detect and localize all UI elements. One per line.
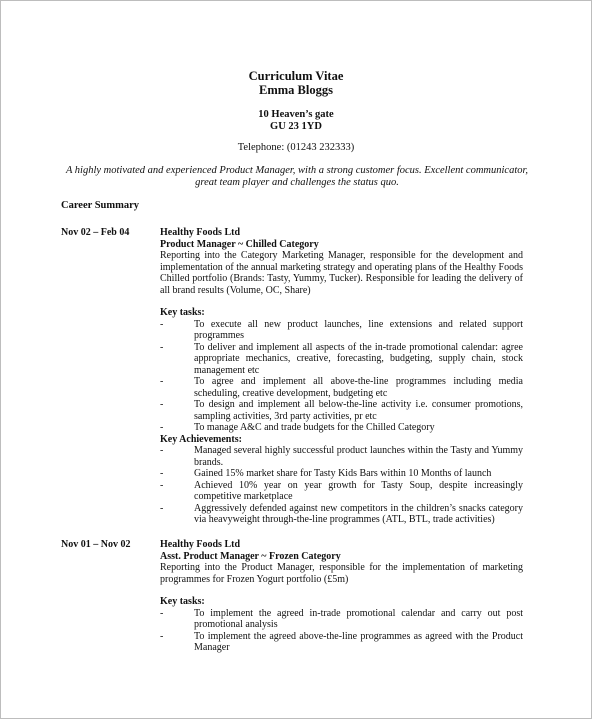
job-details — [160, 539, 523, 654]
list-item: - To implement the agreed in-trade promotional calendar and carry out post promotional analysis — [160, 607, 523, 630]
key-achievements-list — [160, 445, 523, 526]
bullet-dash: - — [160, 399, 164, 410]
job-company: Healthy Foods Ltd — [160, 539, 241, 550]
key-tasks-list — [160, 608, 523, 654]
job-role: Asst. Product Manager ~ Frozen Category — [160, 550, 341, 562]
job-description: Reporting into the Product Manager, responsible for the implementation of marketing programmes for Frozen Yogurt portfolio (£5m) — [160, 562, 523, 585]
job-dates: Nov 01 – Nov 02 — [61, 539, 131, 550]
candidate-name: Emma Bloggs — [259, 83, 333, 97]
bullet-dash: - — [160, 422, 164, 433]
bullet-dash: - — [160, 376, 164, 387]
job-description: Reporting into the Category Marketing Manager, responsible for the development and implementation of the annual marketing strategy and operating plans of the Healthy Foods Chilled portfolio (Brands: Tasty, Yummy, Tucker). Responsible for leading the delivery of all brand results (Volume, OC, Share) — [160, 250, 523, 296]
bullet-dash: - — [160, 445, 164, 456]
key-tasks-heading: Key tasks: — [160, 596, 205, 607]
list-item: - Aggressively defended against new competitors in the children’s snacks category via heavyweight through-the-line programmes (ATL, BTL, trade activities) — [160, 502, 523, 525]
list-item: - Managed several highly successful product launches within the Tasty and Yummy brands. — [160, 445, 523, 468]
list-item: - To execute all new product launches, line extensions and related support programmes — [160, 318, 523, 341]
address-line-1: 10 Heaven’s gate — [258, 109, 334, 120]
list-item: - To manage A&C and trade budgets for the Chilled Category — [160, 422, 435, 433]
list-item: - To design and implement all below-the-line activity i.e. consumer promotions, sampling activities, 3rd party activities, pr etc — [160, 399, 523, 422]
bullet-dash: - — [160, 341, 164, 353]
career-summary-heading: Career Summary — [61, 200, 140, 211]
bullet-dash: - — [160, 468, 164, 479]
job-details — [160, 227, 523, 526]
document-title: Curriculum Vitae — [248, 69, 344, 83]
bullet-dash: - — [160, 607, 164, 619]
address-line-2: GU 23 1YD — [270, 121, 322, 132]
job-company: Healthy Foods Ltd — [160, 227, 241, 238]
list-item: - To deliver and implement all aspects of the in-trade promotional calendar: agree appropriate mechanics, creative, forecasting, budgeting, supply chain, stock management etc — [160, 341, 523, 376]
bullet-dash: - — [160, 630, 164, 642]
bullet-dash: - — [160, 318, 164, 330]
list-item: - Achieved 10% year on year growth for Tasty Soup, despite increasingly competitive marketplace — [160, 479, 523, 502]
bullet-dash: - — [160, 479, 164, 491]
list-item: - To agree and implement all above-the-line programmes including media scheduling, creative development, budgeting etc — [160, 376, 523, 399]
key-tasks-list — [160, 319, 523, 434]
key-tasks-heading: Key tasks: — [160, 307, 205, 318]
job-dates: Nov 02 – Feb 04 — [61, 227, 130, 238]
key-achievements-heading: Key Achievements: — [160, 433, 242, 445]
bullet-dash: - — [160, 502, 164, 514]
telephone: Telephone: (01243 232333) — [237, 142, 355, 153]
address-block — [1, 109, 591, 133]
cv-header — [1, 69, 591, 97]
profile-summary: A highly motivated and experienced Product Manager, with a strong customer focus. Excellent communicator, great team player and challenges the status quo. — [65, 165, 529, 188]
list-item: - Gained 15% market share for Tasty Kids Bars within 10 Months of launch — [160, 468, 492, 479]
job-role: Product Manager ~ Chilled Category — [160, 238, 319, 250]
list-item: - To implement the agreed above-the-line programmes as agreed with the Product Manager — [160, 630, 523, 653]
